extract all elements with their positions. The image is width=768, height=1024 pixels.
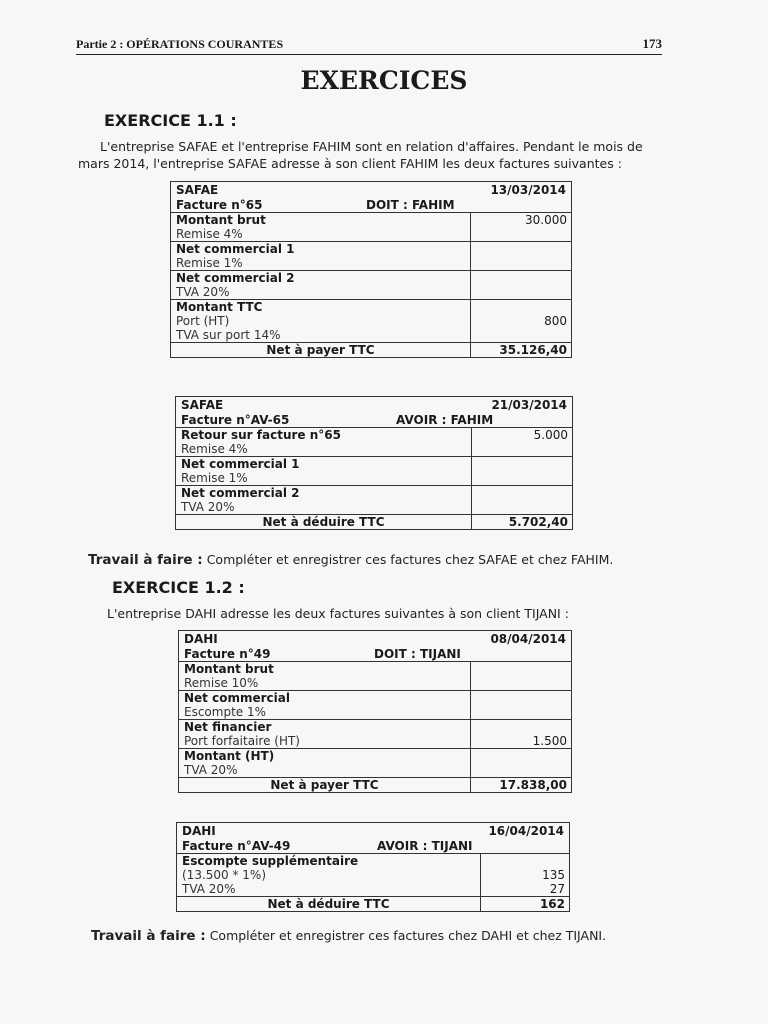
exercise-1-1-intro: L'entreprise SAFAE et l'entreprise FAHIM sont en relation d'affaires. Pendant le mois de mars 2014, l'entreprise SAFAE adresse à son client FAHIM les deux factures suivantes : [78,139,643,171]
row-value: 1.500 [532,734,567,748]
row-sub: Escompte 1% [184,705,267,719]
page-header [76,36,662,55]
invoice-client: AVOIR : FAHIM [396,413,494,427]
invoice-row [171,270,571,299]
row-sub: (13.500 * 1%) [182,868,267,882]
invoice-row [177,854,569,896]
page-number: 173 [642,36,662,51]
invoice-date: 21/03/2014 [491,398,567,412]
row-sub: Remise 10% [184,676,259,690]
row-sub: Port forfaitaire (HT) [184,734,300,748]
row-label: Net commercial 1 [176,242,295,256]
invoice-client: DOIT : TIJANI [374,647,461,661]
total-value: 5.702,40 [508,515,568,529]
invoice-number: Facture n°AV-49 [182,839,291,853]
work-to-do-1 [88,552,613,568]
invoice-client: DOIT : FAHIM [366,198,455,212]
invoice-row [171,241,571,270]
company-name: SAFAE [181,398,224,412]
row-label: Montant brut [176,213,266,227]
exercise-1-2-title: EXERCICE 1.2 : [112,578,245,597]
row-label: Net commercial 2 [181,486,300,500]
exercise-1-2-intro: L'entreprise DAHI adresse les deux factures suivantes à son client TIJANI : [107,606,569,621]
work-label: Travail à faire : [88,552,203,568]
invoice-safae-65 [170,181,572,358]
row-label: Montant TTC [176,300,263,314]
invoice-number-line [177,838,569,854]
invoice-row [179,719,571,748]
row-value: 5.000 [533,428,568,442]
total-label: Net à déduire TTC [176,515,472,529]
invoice-dahi-av-49 [176,822,570,912]
total-value: 17.838,00 [499,778,567,792]
row-sub: Port (HT) [176,314,230,328]
invoice-number-line [176,412,572,428]
invoice-date: 08/04/2014 [490,632,566,646]
row-sub: Remise 4% [181,442,248,456]
total-label: Net à payer TTC [171,343,471,357]
company-name: DAHI [184,632,218,646]
row-value: 30.000 [525,213,567,227]
row-value: 135 [542,868,565,882]
invoice-number-line [171,197,571,213]
invoice-row [176,456,572,485]
invoice-row [179,690,571,719]
row-label: Montant brut [184,662,274,676]
row-value: 27 [549,882,565,896]
invoice-row [176,428,572,456]
row-sub: Remise 4% [176,227,243,241]
work-label: Travail à faire : [91,928,206,944]
row-sub: Remise 1% [181,471,248,485]
invoice-total-row [179,777,571,792]
row-label: Net commercial 1 [181,457,300,471]
work-to-do-2 [91,928,606,944]
row-sub: TVA 20% [184,763,238,777]
invoice-row [171,299,571,342]
row-label: Net financier [184,720,272,734]
invoice-client: AVOIR : TIJANI [377,839,473,853]
invoice-header [176,397,572,412]
invoice-header [179,631,571,646]
row-sub: TVA 20% [181,500,235,514]
invoice-safae-av-65 [175,396,573,530]
row-value: 800 [544,314,567,328]
part-title: Partie 2 : OPÉRATIONS COURANTES [76,37,284,51]
row-label: Retour sur facture n°65 [181,428,341,442]
company-name: DAHI [182,824,216,838]
invoice-dahi-49 [178,630,572,793]
row-sub: TVA 20% [176,285,230,299]
row-label: Escompte supplémentaire [182,854,359,868]
row-sub: TVA sur port 14% [176,328,281,342]
row-sub: Remise 1% [176,256,243,270]
company-name: SAFAE [176,183,219,197]
exercise-1-1-title: EXERCICE 1.1 : [104,111,237,130]
page-title: EXERCICES [300,66,468,95]
invoice-header [177,823,569,838]
row-label: Montant (HT) [184,749,275,763]
invoice-total-row [177,896,569,911]
total-value: 35.126,40 [499,343,567,357]
invoice-row [179,662,571,690]
invoice-total-row [171,342,571,357]
row-label: Net commercial 2 [176,271,295,285]
row-sub: TVA 20% [182,882,236,896]
total-label: Net à payer TTC [179,778,471,792]
invoice-date: 16/04/2014 [488,824,564,838]
invoice-number-line [179,646,571,662]
total-value: 162 [539,897,565,911]
work-text: Compléter et enregistrer ces factures chez DAHI et chez TIJANI. [209,928,607,943]
invoice-header [171,182,571,197]
invoice-row [171,213,571,241]
invoice-date: 13/03/2014 [490,183,566,197]
invoice-row [176,485,572,514]
invoice-total-row [176,514,572,529]
total-label: Net à déduire TTC [177,897,481,911]
row-label: Net commercial [184,691,290,705]
invoice-number: Facture n°AV-65 [181,413,290,427]
invoice-number: Facture n°65 [176,198,263,212]
work-text: Compléter et enregistrer ces factures chez SAFAE et chez FAHIM. [206,552,614,567]
invoice-number: Facture n°49 [184,647,271,661]
invoice-row [179,748,571,777]
